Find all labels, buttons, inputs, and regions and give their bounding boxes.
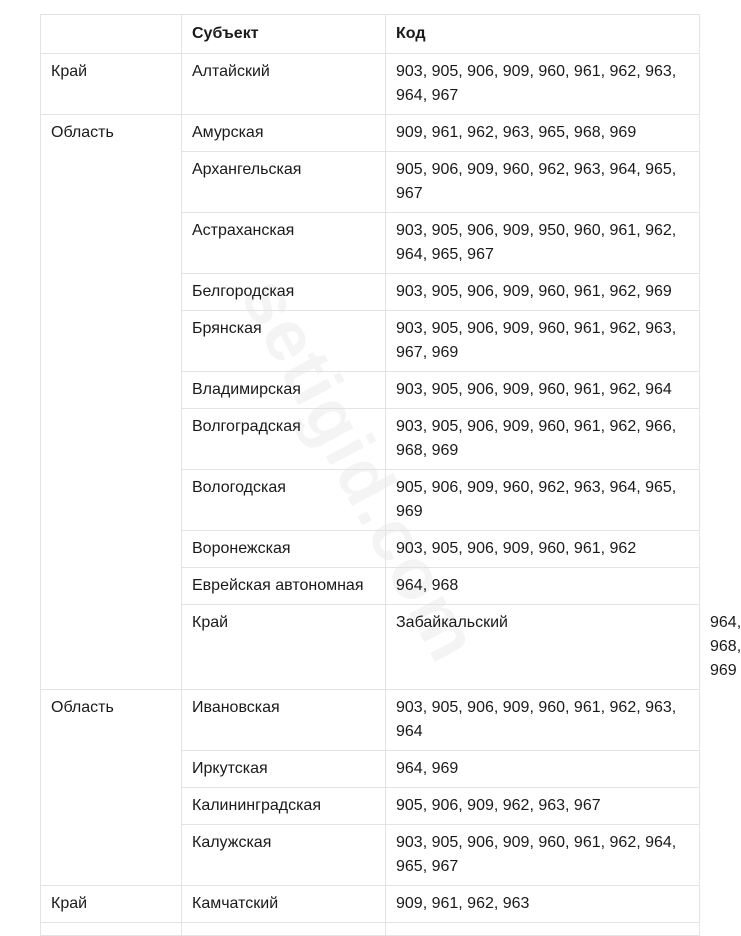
header-type bbox=[41, 15, 182, 54]
subject-cell: Калужская bbox=[182, 825, 386, 886]
codes-cell: 909, 961, 962, 963 bbox=[386, 886, 700, 923]
subject-cell: Архангельская bbox=[182, 152, 386, 213]
subject-cell: Иркутская bbox=[182, 751, 386, 788]
subject-cell: Брянская bbox=[182, 311, 386, 372]
codes-cell: 903, 905, 906, 909, 960, 961, 962, 969 bbox=[386, 274, 700, 311]
codes-cell: 903, 905, 906, 909, 960, 961, 962, 964, 965, 967 bbox=[386, 825, 700, 886]
type-cell: Край bbox=[41, 886, 182, 923]
codes-cell: 903, 905, 906, 909, 960, 961, 962, 963, 967, 969 bbox=[386, 311, 700, 372]
subject-cell: Воронежская bbox=[182, 531, 386, 568]
type-cell: Край bbox=[182, 605, 386, 690]
subject-cell: Белгородская bbox=[182, 274, 386, 311]
table-row-continuation bbox=[41, 923, 700, 936]
codes-cell: 903, 905, 906, 909, 960, 961, 962, 966, 968, 969 bbox=[386, 409, 700, 470]
codes-cell: 964, 969 bbox=[386, 751, 700, 788]
table-row bbox=[41, 690, 700, 751]
subject-cell: Амурская bbox=[182, 115, 386, 152]
codes-cell: 964, 968 bbox=[386, 568, 700, 605]
subject-cell: Владимирская bbox=[182, 372, 386, 409]
table-header-row bbox=[41, 15, 700, 54]
codes-cell: 903, 905, 906, 909, 960, 961, 962, 963, 964, 967 bbox=[386, 54, 700, 115]
codes-cell: 903, 905, 906, 909, 960, 961, 962, 963, 964 bbox=[386, 690, 700, 751]
empty-cell bbox=[182, 923, 386, 936]
subject-cell: Вологодская bbox=[182, 470, 386, 531]
type-cell: Край bbox=[41, 54, 182, 115]
subject-cell: Камчатский bbox=[182, 886, 386, 923]
table-row bbox=[41, 54, 700, 115]
header-subject: Субъект bbox=[182, 15, 386, 54]
subject-cell: Астраханская bbox=[182, 213, 386, 274]
table-row bbox=[41, 886, 700, 923]
codes-cell: 903, 905, 906, 909, 950, 960, 961, 962, 964, 965, 967 bbox=[386, 213, 700, 274]
table-row: Край Забайкальский 964, 968, 969 bbox=[41, 605, 700, 690]
table-row bbox=[41, 115, 700, 152]
codes-cell: 903, 905, 906, 909, 960, 961, 962, 964 bbox=[386, 372, 700, 409]
codes-cell: 909, 961, 962, 963, 965, 968, 969 bbox=[386, 115, 700, 152]
codes-cell: 905, 906, 909, 960, 962, 963, 964, 965, 969 bbox=[386, 470, 700, 531]
empty-cell bbox=[386, 923, 700, 936]
empty-cell bbox=[41, 923, 182, 936]
subject-cell: Забайкальский bbox=[386, 605, 700, 690]
subject-cell: Ивановская bbox=[182, 690, 386, 751]
operator-codes-table bbox=[40, 14, 741, 936]
subject-cell: Алтайский bbox=[182, 54, 386, 115]
subject-cell: Волгоградская bbox=[182, 409, 386, 470]
subject-cell: Еврейская автономная bbox=[182, 568, 386, 605]
codes-cell: 905, 906, 909, 962, 963, 967 bbox=[386, 788, 700, 825]
type-cell: Область bbox=[41, 115, 182, 690]
codes-cell: 905, 906, 909, 960, 962, 963, 964, 965, 967 bbox=[386, 152, 700, 213]
type-cell: Область bbox=[41, 690, 182, 886]
header-code: Код bbox=[386, 15, 700, 54]
codes-cell: 903, 905, 906, 909, 960, 961, 962 bbox=[386, 531, 700, 568]
subject-cell: Калининградская bbox=[182, 788, 386, 825]
